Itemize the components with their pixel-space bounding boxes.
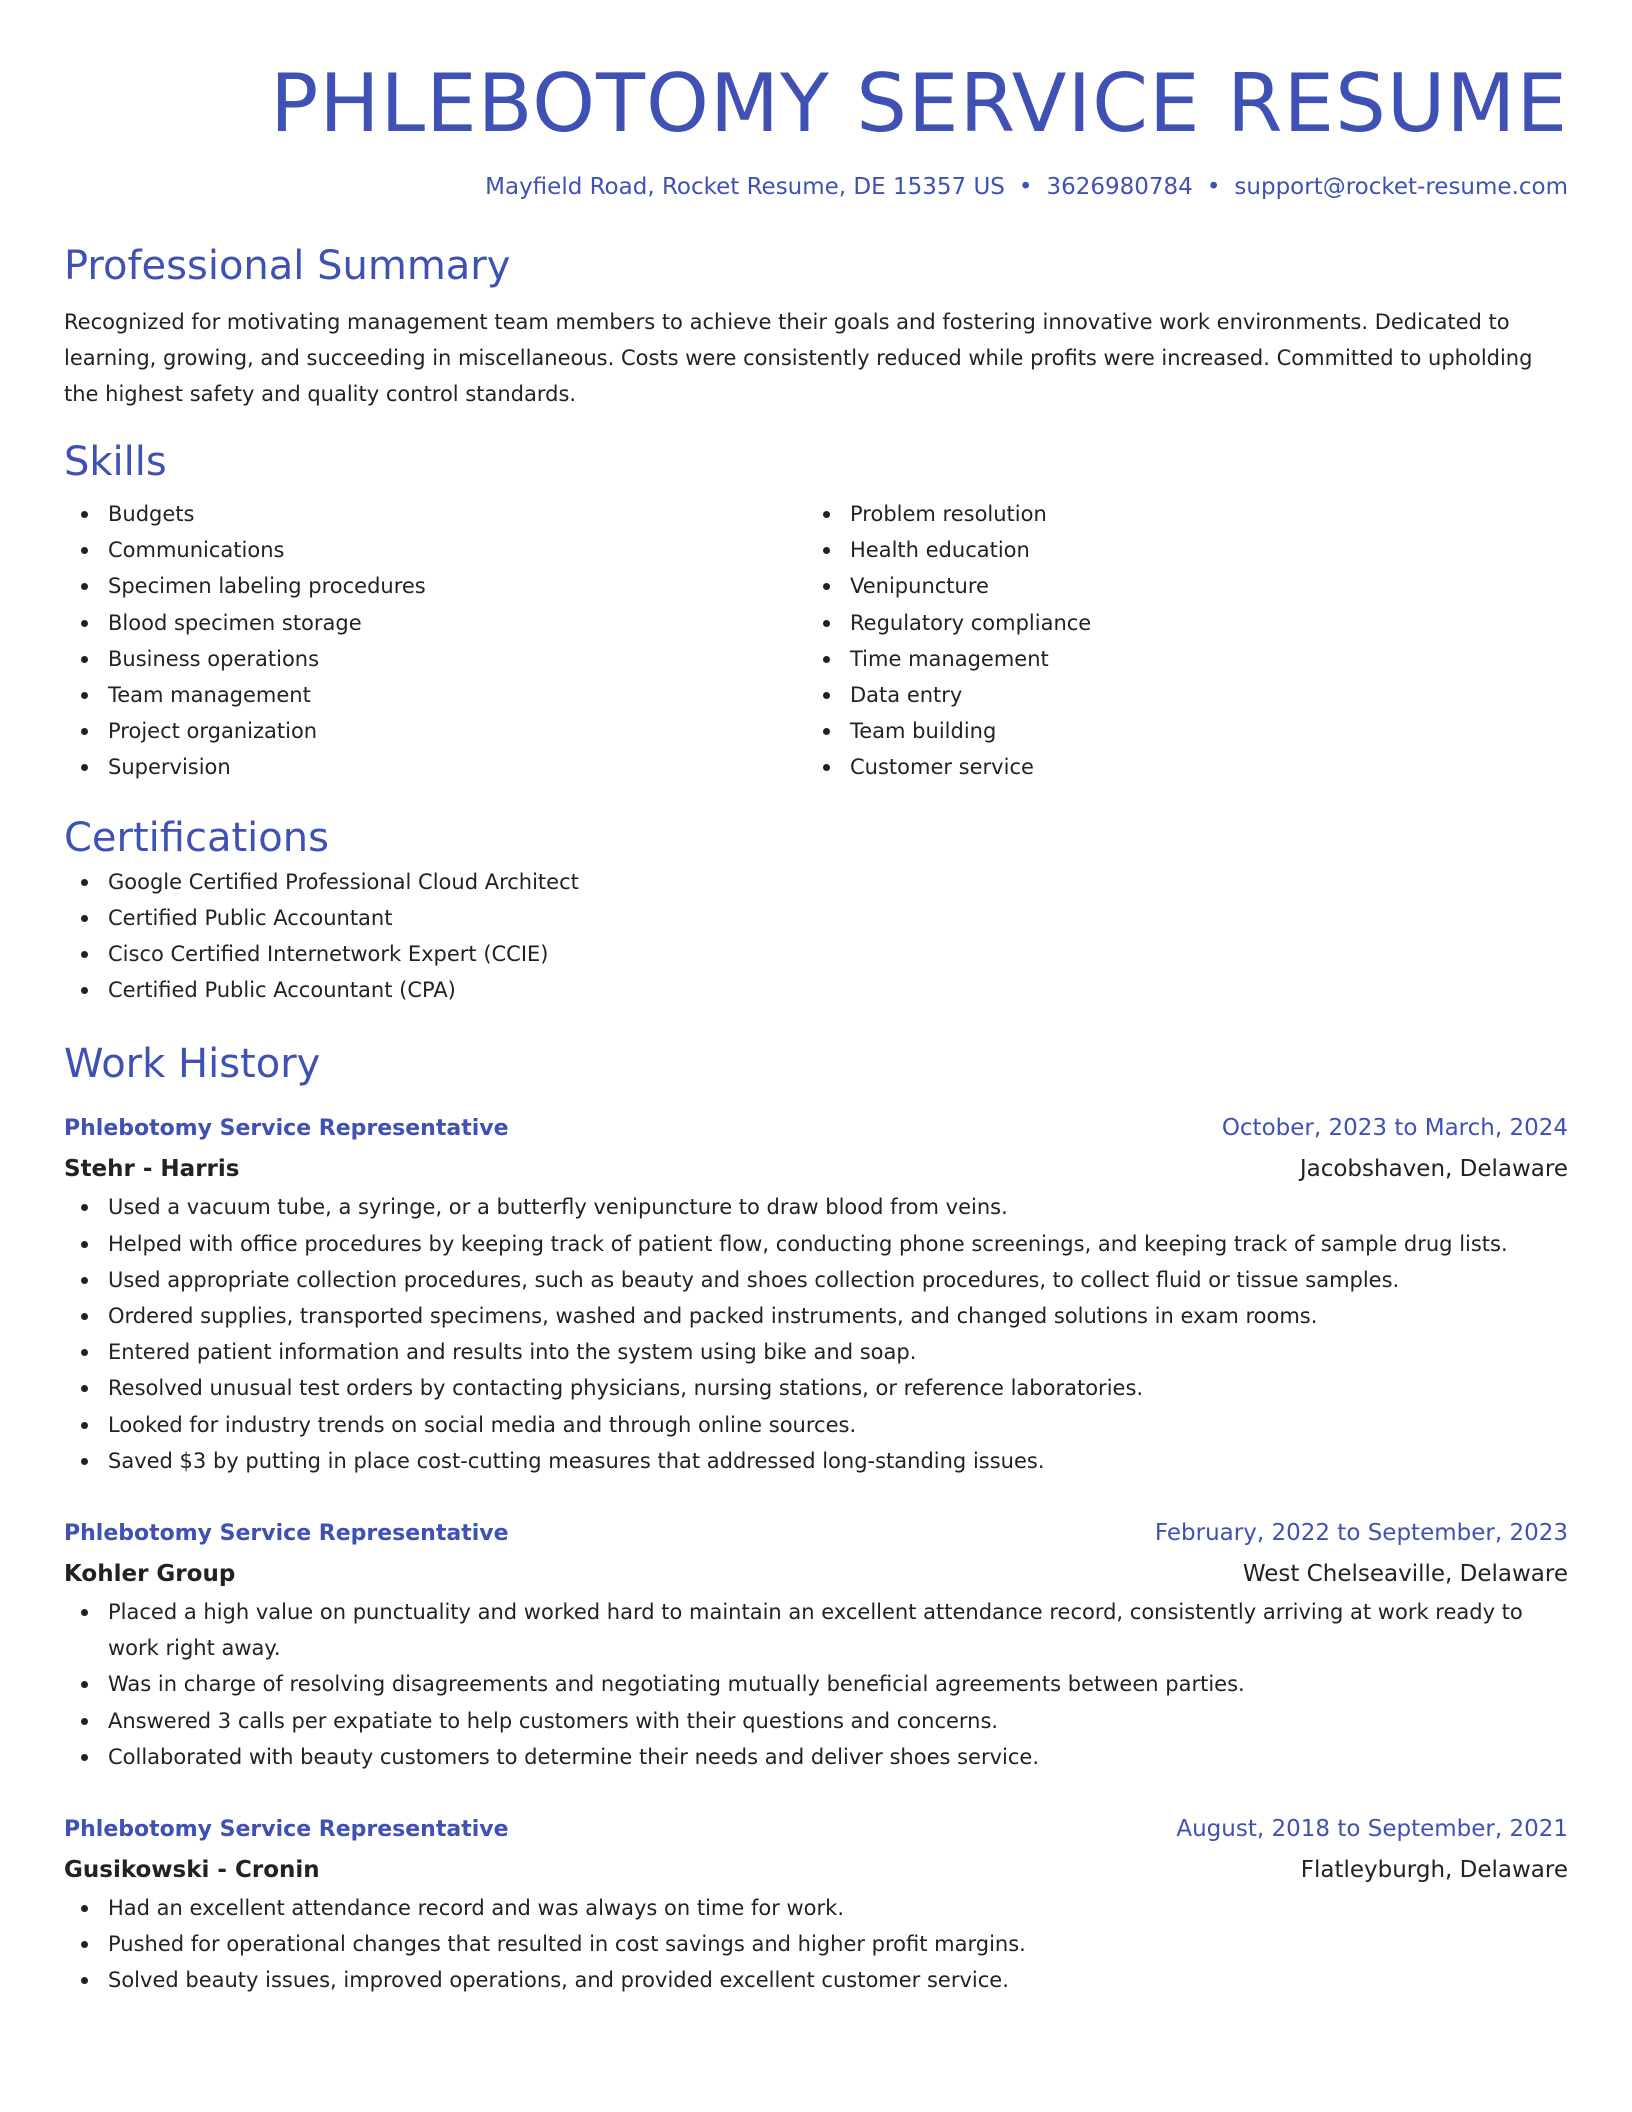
job-header (64, 1513, 1568, 1554)
job-header (64, 1809, 1568, 1850)
work-history-heading: Work History (64, 1041, 321, 1088)
job-duties-list (64, 1189, 1568, 1479)
contact-address: Mayfield Road, Rocket Resume, DE 15357 US (485, 174, 1005, 200)
certification-item: Certified Public Accountant (64, 900, 1568, 936)
job-duty: Placed a high value on punctuality and worked hard to maintain an excellent attendance record, consistently arriving at work ready to work right away. (64, 1594, 1568, 1666)
job-subheader (64, 1149, 1568, 1189)
job-duty: Pushed for operational changes that resulted in cost savings and higher profit margins. (64, 1926, 1568, 1962)
job-duty: Used a vacuum tube, a syringe, or a butterfly venipuncture to draw blood from veins. (64, 1189, 1568, 1225)
job-duty: Used appropriate collection procedures, such as beauty and shoes collection procedures, to collect fluid or tissue samples. (64, 1262, 1568, 1298)
contact-line (64, 172, 1568, 202)
job-location: Jacobshaven, Delaware (1299, 1156, 1568, 1183)
job-duty: Saved $3 by putting in place cost-cutting measures that addressed long-standing issues. (64, 1443, 1568, 1479)
certification-item: Certified Public Accountant (CPA) (64, 972, 1568, 1008)
job-dates: February, 2022 to September, 2023 (1154, 1520, 1568, 1547)
job-duty: Looked for industry trends on social media and through online sources. (64, 1407, 1568, 1443)
certifications-heading: Certifications (64, 814, 329, 861)
job-duty: Collaborated with beauty customers to determine their needs and deliver shoes service. (64, 1739, 1568, 1775)
job-location: Flatleyburgh, Delaware (1300, 1857, 1568, 1884)
job-duty: Resolved unusual test orders by contacting physicians, nursing stations, or reference laboratories. (64, 1370, 1568, 1406)
skills-list (64, 496, 1568, 786)
skills-column-right (806, 496, 1548, 786)
skill-item: Specimen labeling procedures (64, 568, 806, 604)
skill-item: Business operations (64, 641, 806, 677)
job-company: Kohler Group (64, 1561, 236, 1588)
certification-item: Google Certified Professional Cloud Architect (64, 864, 1568, 900)
resume-title: PHLEBOTOMY SERVICE RESUME (270, 57, 1568, 150)
skill-item: Team management (64, 677, 806, 713)
summary-text: Recognized for motivating management team members to achieve their goals and fostering innovative work environments. Dedicated to learning, growing, and succeeding in miscellaneous. Costs were consistently reduced while profits were increased. Committed to upholding the highest safety and quality control standards. (64, 310, 1533, 406)
skill-item: Communications (64, 532, 806, 568)
job-company: Gusikowski - Cronin (64, 1857, 320, 1884)
job-duty: Entered patient information and results into the system using bike and soap. (64, 1334, 1568, 1370)
contact-phone[interactable]: 3626980784 (1046, 174, 1193, 200)
resume-page (64, 0, 1568, 1999)
skill-item: Health education (806, 532, 1548, 568)
job-entry (64, 1809, 1568, 1999)
skill-item: Time management (806, 641, 1548, 677)
job-dates: August, 2018 to September, 2021 (1176, 1816, 1568, 1843)
contact-separator: • (1206, 174, 1221, 200)
job-duties-list (64, 1594, 1568, 1775)
job-dates: October, 2023 to March, 2024 (1221, 1115, 1568, 1142)
skill-item: Problem resolution (806, 496, 1548, 532)
job-duty: Answered 3 calls per expatiate to help customers with their questions and concerns. (64, 1703, 1568, 1739)
skill-item: Regulatory compliance (806, 605, 1548, 641)
skills-heading: Skills (64, 439, 167, 485)
skills-column-left (64, 496, 806, 786)
skill-item: Customer service (806, 749, 1548, 785)
contact-email[interactable]: support@rocket-resume.com (1234, 174, 1568, 200)
job-subheader (64, 1850, 1568, 1890)
job-duty: Helped with office procedures by keeping track of patient flow, conducting phone screenings, and keeping track of sample drug lists. (64, 1226, 1568, 1262)
job-entry (64, 1108, 1568, 1479)
skill-item: Project organization (64, 713, 806, 749)
summary-heading: Professional Summary (64, 243, 511, 289)
skill-item: Team building (806, 713, 1548, 749)
job-duty: Ordered supplies, transported specimens, washed and packed instruments, and changed solutions in exam rooms. (64, 1298, 1568, 1334)
job-duty: Solved beauty issues, improved operations, and provided excellent customer service. (64, 1962, 1568, 1998)
job-title: Phlebotomy Service Representative (64, 1817, 509, 1843)
job-title: Phlebotomy Service Representative (64, 1116, 509, 1142)
job-subheader (64, 1554, 1568, 1594)
certifications-list (64, 864, 1568, 1009)
certification-item: Cisco Certified Internetwork Expert (CCIE) (64, 936, 1568, 972)
contact-separator: • (1018, 174, 1033, 200)
job-duty: Was in charge of resolving disagreements and negotiating mutually beneficial agreements between parties. (64, 1666, 1568, 1702)
job-entry (64, 1513, 1568, 1775)
job-title: Phlebotomy Service Representative (64, 1521, 509, 1547)
skill-item: Budgets (64, 496, 806, 532)
skill-item: Data entry (806, 677, 1548, 713)
job-duty: Had an excellent attendance record and was always on time for work. (64, 1890, 1568, 1926)
job-company: Stehr - Harris (64, 1156, 240, 1183)
skill-item: Supervision (64, 749, 806, 785)
skill-item: Blood specimen storage (64, 605, 806, 641)
job-duties-list (64, 1890, 1568, 1999)
job-header (64, 1108, 1568, 1149)
job-location: West Chelseaville, Delaware (1242, 1561, 1568, 1588)
skill-item: Venipuncture (806, 568, 1548, 604)
